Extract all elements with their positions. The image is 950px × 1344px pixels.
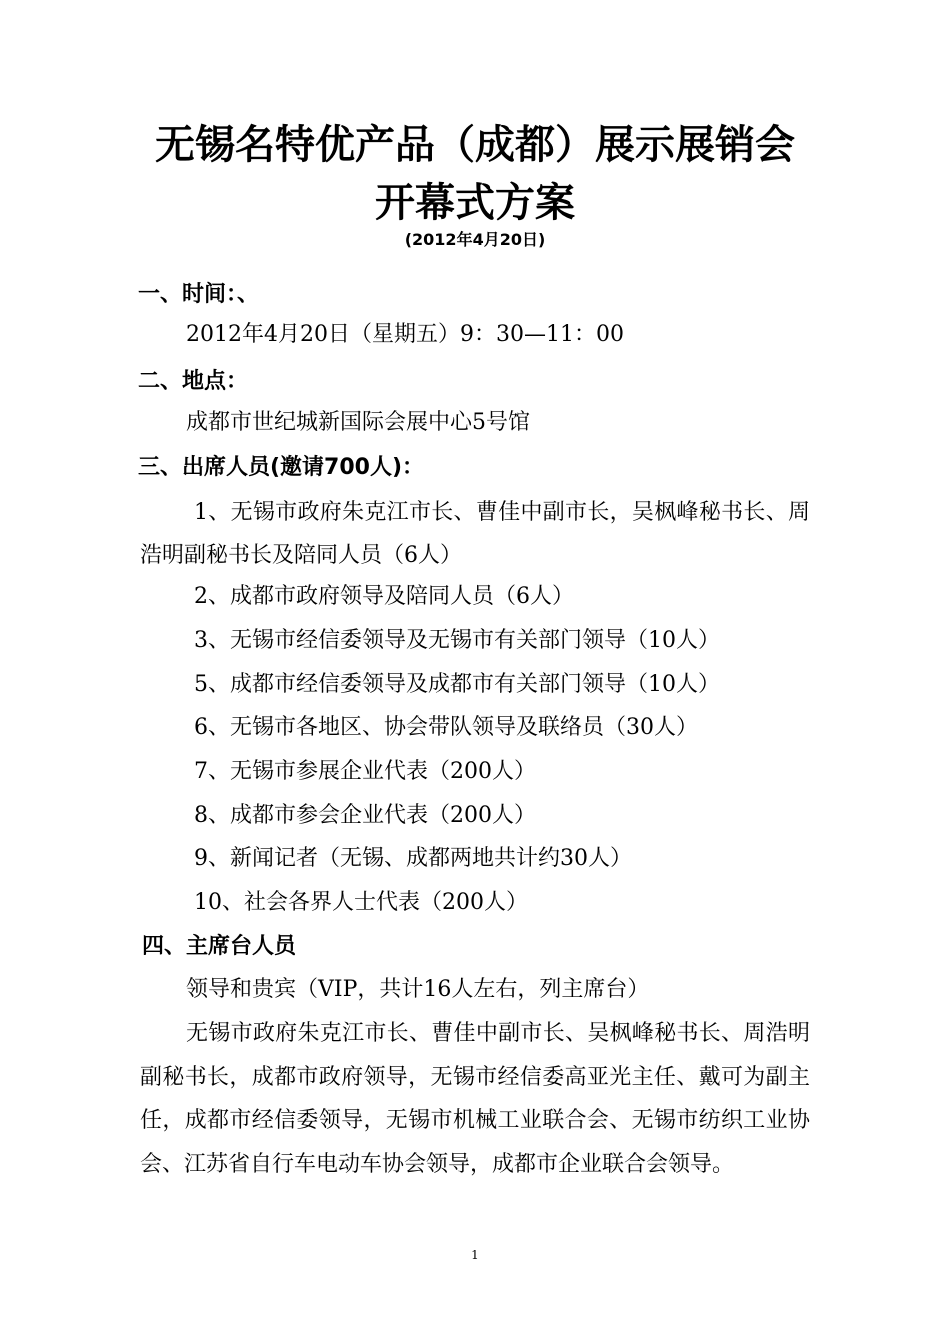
attendee-item: 3、无锡市经信委领导及无锡市有关部门领导（10人）	[194, 628, 720, 653]
page-number: 1	[471, 1248, 479, 1262]
document-title-line1: 无锡名特优产品（成都）展示展销会	[155, 122, 795, 168]
section-time-content: 2012年4月20日（星期五）9：30—11：00	[186, 322, 624, 347]
attendee-item: 8、成都市参会企业代表（200人）	[194, 803, 536, 828]
section-location-content: 成都市世纪城新国际会展中心5号馆	[186, 410, 530, 435]
attendee-item: 2、成都市政府领导及陪同人员（6人）	[194, 584, 574, 609]
section-platform-heading: 四、主席台人员	[142, 934, 297, 959]
section-location-heading: 二、地点：	[138, 369, 249, 394]
attendee-item: 7、无锡市参展企业代表（200人）	[194, 759, 536, 784]
attendee-item: 5、成都市经信委领导及成都市有关部门领导（10人）	[194, 672, 720, 697]
attendee-item: 6、无锡市各地区、协会带队领导及联络员（30人）	[194, 715, 698, 740]
attendee-item: 10、社会各界人士代表（200人）	[194, 890, 528, 915]
attendee-item: 1、无锡市政府朱克江市长、曹佳中副市长，吴枫峰秘书长、周浩明副秘书长及陪同人员（6人）	[140, 500, 810, 568]
section-attendees-heading: 三、出席人员(邀请700人)：	[138, 455, 425, 480]
document-date: (2012年4月20日)	[404, 230, 546, 249]
section-time-heading: 一、时间：、	[138, 282, 260, 307]
document-title-line2: 开幕式方案	[375, 180, 575, 226]
section-platform-paragraph: 无锡市政府朱克江市长、曹佳中副市长、吴枫峰秘书长、周浩明副秘书长，成都市政府领导，无锡市经信委高亚光主任、戴可为副主任，成都市经信委领导，无锡市机械工业联合会、无锡市纺织工业协会、江苏省自行车电动车协会领导，成都市企业联合会领导。	[140, 1021, 810, 1177]
section-platform-intro: 领导和贵宾（VIP，共计16人左右，列主席台）	[186, 977, 650, 1002]
attendee-item: 9、新闻记者（无锡、成都两地共计约30人）	[194, 846, 632, 871]
